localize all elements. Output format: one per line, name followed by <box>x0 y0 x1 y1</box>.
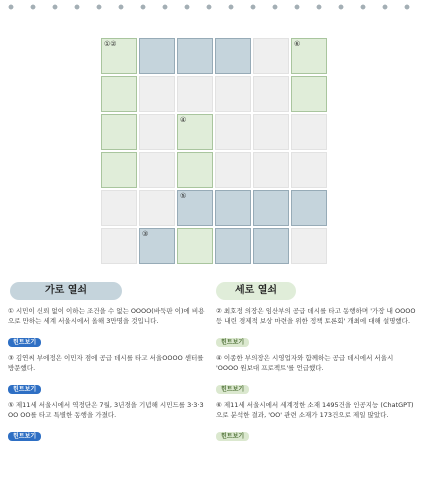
hint-button-down-6[interactable]: 힌트보기 <box>216 432 249 441</box>
grid-cell-r4-c2[interactable] <box>177 190 213 226</box>
grid-cell-r4-c1 <box>139 190 175 226</box>
grid-cell-r0-c0[interactable] <box>101 38 137 74</box>
across-clues-list <box>8 306 208 447</box>
top-dot-decoration <box>0 2 422 12</box>
grid-cell-r2-c1 <box>139 114 175 150</box>
grid-cell-r0-c5[interactable] <box>291 38 327 74</box>
clue-number-label: ③ <box>142 230 149 238</box>
grid-cell-r1-c0[interactable] <box>101 76 137 112</box>
grid-cell-r1-c3 <box>215 76 251 112</box>
across-clue-3: ③ 김연씨 부에정은 이민자 점에 공급 데시를 타고 서울OOOO 센터를 방문했다. <box>8 354 204 372</box>
clue-number-label: ⑤ <box>180 192 187 200</box>
clue-number-label: ⑥ <box>294 40 301 48</box>
grid-cell-r3-c3 <box>215 152 251 188</box>
grid-cell-r4-c0 <box>101 190 137 226</box>
down-clue-6: ⑥ 제11세 서울시에서 세계정한 소재 1495건을 인공지능 (ChatGPT)으로 분석한 결과, 'OO' 관련 소재가 173건으로 제일 많았다. <box>216 401 414 419</box>
down-clue-2: ② 최호정 의장은 임산부의 공급 데시를 타고 동행하며 '가장 내 OOOO 등 내린 경제적 보상 마련을 위한 정책 토론회' 개최에 대해 설명했다. <box>216 307 416 325</box>
grid-cell-r1-c1 <box>139 76 175 112</box>
grid-cell-r4-c5[interactable] <box>291 190 327 226</box>
grid-cell-r3-c4 <box>253 152 289 188</box>
grid-cell-r5-c4[interactable] <box>253 228 289 264</box>
down-clues-header: 세로 열쇠 <box>216 282 296 300</box>
grid-cell-r5-c5 <box>291 228 327 264</box>
grid-cell-r2-c2[interactable] <box>177 114 213 150</box>
clue-number-label: ④ <box>180 116 187 124</box>
grid-cell-r0-c2[interactable] <box>177 38 213 74</box>
grid-cell-r0-c4 <box>253 38 289 74</box>
hint-button-down-2[interactable]: 힌트보기 <box>216 338 249 347</box>
grid-cell-r3-c0[interactable] <box>101 152 137 188</box>
across-clues-header: 가로 열쇠 <box>10 282 122 300</box>
grid-cell-r5-c2[interactable] <box>177 228 213 264</box>
clue-number-label: ①② <box>104 40 117 48</box>
across-clue-5: ⑤ 제11세 서울시에서 역정단은 7월, 3년경을 기념해 시민드를 3·3·3 OO OO를 타고 특별한 동행을 가졌다. <box>8 401 204 419</box>
down-clues-list <box>216 306 416 447</box>
grid-cell-r2-c4 <box>253 114 289 150</box>
across-clue-1: ① 시민이 신뢰 없이 이하는 조건을 수 없는 OOOO(바둑판 이)에 비용으로 만하는 세계 서울시에서 올해 3만명을 것입니다. <box>8 307 205 325</box>
hint-button-across-1[interactable]: 힌트보기 <box>8 338 41 347</box>
hint-button-down-4[interactable]: 힌트보기 <box>216 385 249 394</box>
grid-cell-r1-c2 <box>177 76 213 112</box>
grid-cell-r0-c3[interactable] <box>215 38 251 74</box>
hint-button-across-3[interactable]: 힌트보기 <box>8 385 41 394</box>
grid-cell-r3-c5 <box>291 152 327 188</box>
down-clue-4: ④ 이종한 부의장은 시영업자와 함께하는 공급 데시에서 서울시 'OOOO 원보대 프로젝트'를 언급했다. <box>216 354 394 372</box>
grid-cell-r3-c2[interactable] <box>177 152 213 188</box>
grid-cell-r5-c0 <box>101 228 137 264</box>
grid-cell-r3-c1 <box>139 152 175 188</box>
crossword-grid <box>101 38 327 266</box>
grid-cell-r5-c3[interactable] <box>215 228 251 264</box>
grid-cell-r1-c4 <box>253 76 289 112</box>
grid-cell-r2-c3 <box>215 114 251 150</box>
grid-cell-r5-c1[interactable] <box>139 228 175 264</box>
grid-cell-r2-c5 <box>291 114 327 150</box>
grid-cell-r0-c1[interactable] <box>139 38 175 74</box>
grid-cell-r4-c4[interactable] <box>253 190 289 226</box>
grid-cell-r4-c3[interactable] <box>215 190 251 226</box>
grid-cell-r1-c5[interactable] <box>291 76 327 112</box>
hint-button-across-5[interactable]: 힌트보기 <box>8 432 41 441</box>
grid-cell-r2-c0[interactable] <box>101 114 137 150</box>
